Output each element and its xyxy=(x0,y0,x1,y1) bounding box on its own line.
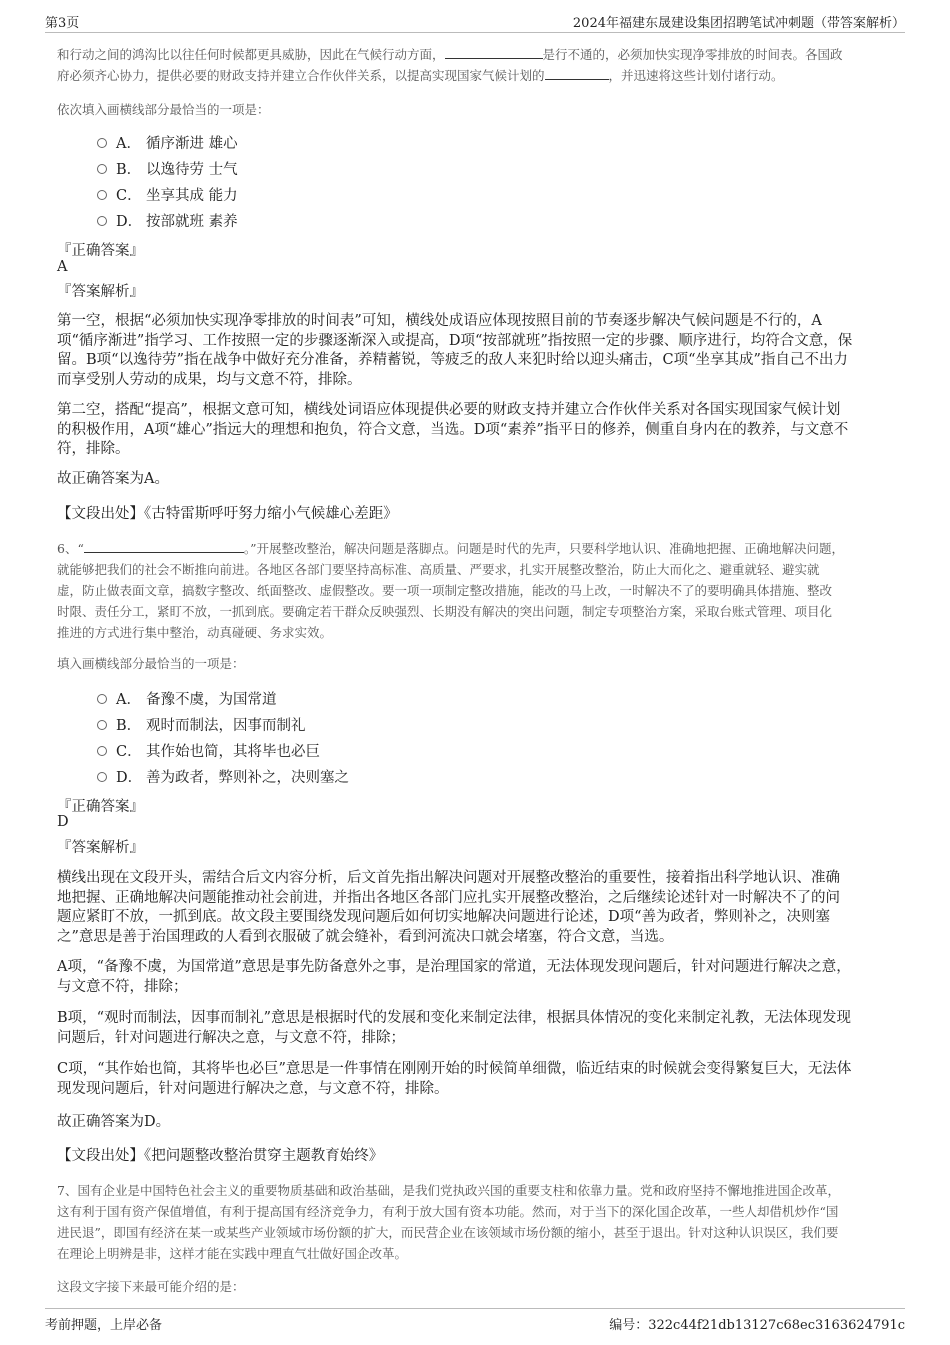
q7-passage: 7、国有企业是中国特色社会主义的重要物质基础和政治基础，是我们党执政兴国的重要支柱和依靠力量。党和政府坚持不懈地推进国企改革， 这有利于国有资产保值增值，有利于提高国有经济竞争力，有利于放大国有资本功能。然而，对于当下的深化国企改革，一些人却借机炒作“国 进民退”，即国有经济在某一或某些产业领域市场份额的扩大，而民营企业在该领域市场份额的缩小，甚至于退出。针对这种认识误区，我们要 在理论上明辨是非，这样才能在实践中理直气壮做好国企改革。 xyxy=(57,1183,840,1261)
q6-passage: 6、“ 。”开展整改整治，解决问题是落脚点。问题是时代的先声，只要科学地认识、准确地把握、正确地解决问题， 就能够把我们的社会不断推向前进。各地区各部门要坚持高标准、高质量、严要求，扎实开展整改整治，防止大而化之、避重就轻、避实就 虚，防止做表面文章，搞数字整改、纸面整改、虚假整改。要一项一项制定整改措施，能改的马上改，一时解决不了的要明确具体措施、整改 时限、责任分工，紧盯不放，一抓到底。要确定若干群众反映强烈、长期没有解决的突出问题，制定专项整治方案，采取台账式管理、项目化 推进的方式进行集中整治，动真碰硬、务求实效。 xyxy=(57,538,907,643)
q6-conclusion: 故正确答案为D。 xyxy=(57,1114,171,1130)
q7-prompt: 这段文字接下来最可能介绍的是： xyxy=(57,1279,245,1294)
radio-icon[interactable] xyxy=(97,772,107,782)
q5-passage-line-2: 府必须齐心协力，提供必要的财政支持并建立合作伙伴关系，以提高实现国家气候计划的 ，并迅速将这些计划付诸行动。 xyxy=(57,68,784,83)
document-title: 2024年福建东晟建设集团招聘笔试冲刺题（带答案解析） xyxy=(572,16,905,31)
q5-option-b[interactable]: B． 以逸待劳 士气 xyxy=(97,159,238,181)
answer-blank xyxy=(445,46,543,59)
q5-prompt: 依次填入画横线部分最恰当的一项是： xyxy=(57,102,270,117)
q6-analysis-label: 『答案解析』 xyxy=(57,840,144,856)
q5-analysis-para-1: 第一空，根据“必须加快实现净零排放的时间表”可知，横线处成语应体现按照目前的节奏逐步解决气候问题是不行的，A 项“循序渐进”指学习、工作按照一定的步骤逐渐深入或提高，D项“按部就班”指按照一定的步骤、顺序进行，均符合文意，保 留。B项“以逸待劳”指在战争中做好充分准备，养精蓄锐，等疲乏的敌人来犯时给以迎头痛击，C项“坐享其成”指自己不出力 而享受别人劳动的成果，均与文意不符，排除。 xyxy=(57,313,853,388)
q6-analysis-para-4: C项，“其作始也简，其将毕也必巨”意思是一件事情在刚刚开始的时候简单细微，临近结束的时候就会变得繁复巨大，无法体 现发现问题后，针对问题进行解决之意，与文意不符，排除。 xyxy=(57,1061,852,1097)
q5-option-c[interactable]: C． 坐享其成 能力 xyxy=(97,185,238,207)
q5-conclusion: 故正确答案为A。 xyxy=(57,471,169,487)
q6-answer: D xyxy=(57,814,69,830)
q6-answer-label: 『正确答案』 xyxy=(57,799,144,815)
q5-options xyxy=(97,133,238,233)
q6-analysis-para-3: B项，“观时而制法，因事而制礼”意思是根据时代的发展和变化来制定法律，根据具体情况的变化来制定礼教，无法体现发现 问题后，针对问题进行解决之意，与文意不符，排除； xyxy=(57,1010,851,1046)
q5-answer-label: 『正确答案』 xyxy=(57,243,144,259)
q5-analysis-para-2: 第二空，搭配“提高”，根据文意可知，横线处词语应体现提供必要的财政支持并建立合作伙伴关系对各国实现国家气候计划 的积极作用，A项“雄心”指远大的理想和抱负，符合文意，当选。D项“素养”指平日的修养，侧重自身内在的教养，与文意不 符，排除。 xyxy=(57,402,849,457)
q5-option-d[interactable]: D． 按部就班 素养 xyxy=(97,211,238,233)
q6-passage-line-1: 6、“ 。”开展整改整治，解决问题是落脚点。问题是时代的先声，只要科学地认识、准确地把握、正确地解决问题， xyxy=(57,541,844,556)
document-id: 编号：322c44f21db13127c68ec3163624791c xyxy=(609,1318,905,1333)
q5-source: 【文段出处】《古特雷斯呼吁努力缩小气候雄心差距》 xyxy=(57,506,398,522)
q5-option-a[interactable]: A． 循序渐进 雄心 xyxy=(97,133,238,155)
radio-icon[interactable] xyxy=(97,190,107,200)
footer-slogan: 考前押题，上岸必备 xyxy=(45,1318,163,1333)
q6-option-d[interactable]: D． 善为政者，弊则补之，决则塞之 xyxy=(97,767,349,789)
page-number: 第3页 xyxy=(45,16,80,31)
q6-source: 【文段出处】《把问题整改整治贯穿主题教育始终》 xyxy=(57,1148,384,1164)
q5-answer: A xyxy=(57,259,68,275)
q6-analysis-para-1: 横线出现在文段开头，需结合后文内容分析，后文首先指出解决问题对开展整改整治的重要性，接着指出科学地认识、准确 地把握、正确地解决问题能推动社会前进，并指出各地区各部门应扎实开展整改整治，之后继续论述针对一时解决不了的问 题应紧盯不放，一抓到底。故文段主要围绕发现问题后如何切实地解决问题进行论述，D项“善为政者，弊则补之，决则塞 之”意思是善于治国理政的人看到衣服破了就会缝补，看到河流决口就会堵塞，符合文意，当选。 xyxy=(57,870,840,945)
page-header xyxy=(45,12,905,33)
q5-passage xyxy=(57,44,907,86)
q6-prompt: 填入画横线部分最恰当的一项是： xyxy=(57,656,245,671)
q6-option-c[interactable]: C． 其作始也简，其将毕也必巨 xyxy=(97,741,349,763)
radio-icon[interactable] xyxy=(97,138,107,148)
q6-options xyxy=(97,689,349,789)
q5-passage-line-1: 和行动之间的鸿沟比以往任何时候都更具威胁，因此在气候行动方面， 是行不通的，必须加快实现净零排放的时间表。各国政 xyxy=(57,47,843,62)
radio-icon[interactable] xyxy=(97,216,107,226)
q6-option-a[interactable]: A． 备豫不虞，为国常道 xyxy=(97,689,349,711)
radio-icon[interactable] xyxy=(97,694,107,704)
answer-blank xyxy=(84,540,244,553)
radio-icon[interactable] xyxy=(97,720,107,730)
radio-icon[interactable] xyxy=(97,164,107,174)
radio-icon[interactable] xyxy=(97,746,107,756)
page-footer xyxy=(45,1308,905,1337)
q6-option-b[interactable]: B． 观时而制法，因事而制礼 xyxy=(97,715,349,737)
q5-analysis-label: 『答案解析』 xyxy=(57,284,144,300)
q6-analysis-para-2: A项，“备豫不虞，为国常道”意思是事先防备意外之事，是治理国家的常道，无法体现发现问题后，针对问题进行解决之意， 与文意不符，排除； xyxy=(57,959,851,995)
answer-blank xyxy=(545,67,609,80)
